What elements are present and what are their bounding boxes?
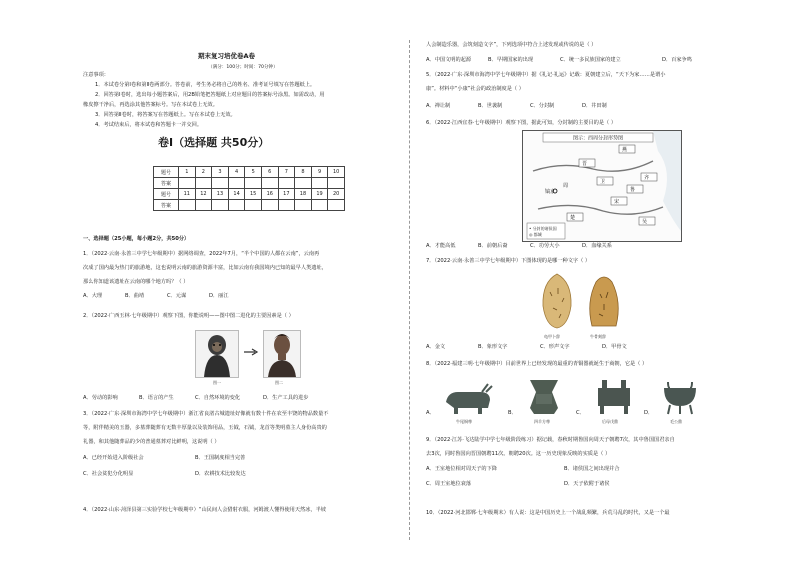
q9-text: 去3次，同时鲁国向晋国朝聘11次。朝聘20次。这一历史现象反映的实质是（ ） (426, 451, 611, 457)
q1-option-a[interactable]: A．大理 (83, 293, 103, 299)
q4-option-c[interactable]: C．统一多民族国家的建立 (560, 57, 621, 63)
four-goat-zun-image (524, 378, 564, 416)
grid-row-numbers (154, 189, 345, 200)
answer-cell[interactable] (278, 200, 295, 211)
note-line: 2．回答第Ⅰ卷时，选出每小题答案后，用2B铅笔把答题纸上对应题目的答案标号涂黑。如需改动，用 (95, 92, 325, 98)
answer-cell[interactable] (245, 200, 262, 211)
q8-option-c[interactable]: C． (576, 410, 585, 416)
notes-title: 注意事项： (83, 72, 109, 78)
answer-cell[interactable] (278, 178, 295, 189)
note-line: 橡皮擦干净后，再选涂其他答案标号。写在本试卷上无效。 (83, 102, 218, 108)
q1-option-b[interactable]: B．曲靖 (125, 293, 145, 299)
grid-cell: 7 (278, 167, 295, 178)
q9-option-b[interactable]: B．诸侯国之间出现并合 (564, 466, 620, 472)
q2-text: 2．（2022·广西玉林·七年级期中）观察下图，你能说明——图中图二进化的主要因素是（ ） (83, 313, 294, 319)
q7-option-b[interactable]: B．象形文字 (478, 344, 508, 350)
map-label: 周 (563, 183, 569, 189)
grid-cell: 3 (212, 167, 229, 178)
map-label: 宋 (614, 199, 620, 205)
grid-cell: 19 (311, 189, 328, 200)
map-label: 楚 (570, 215, 576, 221)
answer-cell[interactable] (295, 178, 312, 189)
q3-option-c[interactable]: C．社会贫犯分化明显 (83, 471, 134, 477)
q5-text: 5．（2022·广东·深圳市海湾中学七年级期中）据《礼记·礼运》记载：夏朝建立后，“天下为家……是谓小 (426, 72, 666, 78)
bronze-caption: 牛尾铜尊 (456, 419, 472, 424)
q7-option-c[interactable]: C．形声文字 (540, 344, 570, 350)
oracle-bone-ox-image (584, 272, 624, 330)
answer-cell[interactable] (195, 178, 212, 189)
map-label: 镐京 (545, 189, 556, 195)
early-human-bust-image (263, 330, 301, 378)
grid-cell: 题号 (154, 189, 179, 200)
q6-option-d[interactable]: D．血缘关系 (582, 243, 612, 249)
grid-cell: 题号 (154, 167, 179, 178)
map-label: 晋 (582, 161, 588, 167)
q1-option-d[interactable]: D．丽江 (209, 293, 229, 299)
grid-cell: 11 (179, 189, 196, 200)
q5-text: 康”。材料中“小康”社会的政治制度是（ ） (426, 86, 524, 92)
q3-text: 3．（2022·广东·深圳市海湾中学七年级期中）浙江省良渚古城遗址好像就有数十件在农至丰饶的物品数量不 (83, 411, 329, 417)
answer-cell[interactable] (311, 200, 328, 211)
q6-text: 6．（2022·江西宜春·七年级期中）观察下图，据此可知，分封制的主要目的是（ ） (426, 120, 617, 126)
grid-cell: 14 (228, 189, 245, 200)
figure-caption: 图一 (213, 380, 221, 385)
q9-text: 9．（2022·江苏·飞达陆学中学七年级阶段练习）据记载，春秋时期鲁国向周天子朝聘7次，其中鲁国国君亲自 (426, 437, 675, 443)
q7-option-d[interactable]: D．甲骨文 (602, 344, 627, 350)
q1-text: 1．（2022·云南·永善三中学七年级期中）据网络调查，2022年7月，“半个中国的人都在云南”，云南再 (83, 251, 320, 257)
q4-text: 4．（2022·山东·菏泽县第三实验学校七年级期中）“山民间人会猎射衣服，河姆渡人懂得使用天然冰，半坡 (83, 507, 326, 513)
grid-cell: 18 (295, 189, 312, 200)
q4-option-a[interactable]: A．中国文明的起源 (426, 57, 472, 63)
figure-caption: 图二 (275, 380, 283, 385)
figure-caption: 牛骨刻辞 (590, 334, 606, 339)
q7-text: 7．（2022·云南·永善三中学七年级期中）下图体现的是哪一种文字（ ） (426, 258, 591, 264)
answer-cell[interactable] (212, 200, 229, 211)
note-line: 4．考试结束后，将本试卷和答题卡一并交回。 (95, 122, 203, 128)
q1-text: 那么你知道该遗址在云南的哪个地方吗？（ ） (83, 279, 189, 285)
q4-option-d[interactable]: D．百家争鸣 (662, 57, 692, 63)
grid-cell: 1 (179, 167, 196, 178)
grid-row-answers (154, 178, 345, 189)
answer-cell[interactable] (228, 200, 245, 211)
q9-option-a[interactable]: A．王室地位相对周天子的下降 (426, 466, 497, 472)
q4-option-b[interactable]: B．早期国家的出现 (488, 57, 534, 63)
q9-option-d[interactable]: D．天子依附于诸侯 (564, 481, 610, 487)
q2-option-c[interactable]: C．自然环境的变化 (195, 395, 241, 401)
q4-text-cont: 人会制造乐器，会筑刻造文字”，下列选项中符合上述发现或传说的是（ ） (426, 42, 597, 48)
grid-cell: 8 (295, 167, 312, 178)
column-divider (409, 40, 410, 540)
left-column (83, 0, 401, 562)
grid-cell: 20 (328, 189, 345, 200)
part-title: 一、选择题（25小题，每小题2分，共50分） (83, 236, 190, 242)
q8-option-d[interactable]: D． (644, 410, 654, 416)
grid-cell: 13 (212, 189, 229, 200)
q6-option-a[interactable]: A．才能高低 (426, 243, 456, 249)
q5-option-c[interactable]: C．分封制 (530, 103, 555, 109)
right-column (416, 0, 776, 562)
q1-option-c[interactable]: C．元谋 (167, 293, 187, 299)
q8-option-a[interactable]: A． (426, 410, 435, 416)
bronze-caption: 四羊方尊 (534, 419, 550, 424)
q3-text: 等，附伴精美的玉器，多墓葬随葬有无数丰厚量以及装饰用品，玉钺，石钺，龙首等类明墓主人身份高贵的 (83, 425, 327, 431)
grid-cell: 12 (195, 189, 212, 200)
grid-cell: 2 (195, 167, 212, 178)
maogong-ding-image (660, 378, 700, 416)
q6-option-c[interactable]: C．功劳大小 (530, 243, 560, 249)
q3-option-b[interactable]: B．王国制度相当完善 (195, 455, 246, 461)
answer-cell[interactable] (179, 178, 196, 189)
q7-option-a[interactable]: A．金文 (426, 344, 446, 350)
answer-cell[interactable] (212, 178, 229, 189)
western-zhou-map (522, 130, 682, 242)
note-line: 3．回答第Ⅱ卷时，将答案写在答题纸上。写在本试卷上无效。 (95, 112, 236, 118)
map-title: 图示：西周分封形势图 (572, 135, 624, 142)
grid-cell: 答案 (154, 200, 179, 211)
grid-cell: 10 (328, 167, 345, 178)
answer-cell[interactable] (179, 200, 196, 211)
q5-option-b[interactable]: B．世袭制 (478, 103, 503, 109)
bronze-caption: 毛公鼎 (670, 419, 682, 424)
q3-option-a[interactable]: A．已经开始进入阶级社会 (83, 455, 144, 461)
map-label: 吴 (642, 219, 648, 225)
answer-cell[interactable] (295, 200, 312, 211)
answer-cell[interactable] (245, 178, 262, 189)
q2-option-d[interactable]: D．生产工具的进步 (263, 395, 309, 401)
answer-grid (153, 166, 345, 211)
q10-text: 10．（2022·河北邯郸·七年级期末）有人说：这是中国历史上一个战乱频繁，兵荒马乱的时代，又是一个最 (426, 510, 670, 516)
grid-cell: 9 (311, 167, 328, 178)
answer-cell[interactable] (311, 178, 328, 189)
q3-option-d[interactable]: D．农耕技术比较发达 (195, 471, 246, 477)
grid-cell: 15 (245, 189, 262, 200)
grid-row-answers (154, 200, 345, 211)
grid-cell: 答案 (154, 178, 179, 189)
bronze-caption: 后母戊鼎 (602, 419, 618, 424)
grid-cell: 17 (278, 189, 295, 200)
q5-option-d[interactable]: D．井田制 (582, 103, 607, 109)
answer-cell[interactable] (328, 178, 345, 189)
q8-text: 8．（2022·福建三明·七年级期中）目前世界上已经发现的最重的青铜器就诞生于商朝，它是（ ） (426, 361, 648, 367)
grid-cell: 5 (245, 167, 262, 178)
q2-option-a[interactable]: A．劳动的影响 (83, 395, 118, 401)
map-legend-item: ◎ 都城 (529, 232, 542, 237)
answer-cell[interactable] (228, 178, 245, 189)
q8-option-b[interactable]: B． (508, 410, 517, 416)
map-label: 鲁 (630, 187, 636, 193)
map-label: 燕 (622, 147, 628, 153)
q9-option-c[interactable]: C．周王室地位衰落 (426, 481, 472, 487)
grid-cell: 4 (228, 167, 245, 178)
q2-option-b[interactable]: B．语言的产生 (139, 395, 174, 401)
grid-row-numbers (154, 167, 345, 178)
note-line: 1．本试卷分第Ⅰ卷和第Ⅱ卷两部分。答卷前，考生务必将自己的姓名、准考证号填写在答题纸上。 (95, 82, 316, 88)
ox-zun-bronze-image (442, 378, 494, 416)
q1-text: 次成了国内最为热门的旅游地，这也说明云南的旅游资源丰富，比如云南有我国境内已知的最早人类遗址， (83, 265, 327, 271)
q3-text: 礼器，和其他随葬品的少的普通墓葬对比鲜明，这说明（ ） (83, 439, 220, 445)
exam-subtitle: （满分：100分；时间：70分钟） (208, 65, 278, 70)
answer-cell[interactable] (261, 200, 278, 211)
houmuwu-ding-image (592, 378, 636, 416)
map-label: 齐 (644, 175, 650, 181)
exam-title: 期末复习培优卷A卷 (198, 52, 256, 60)
answer-cell[interactable] (195, 200, 212, 211)
oracle-bone-shell-image (538, 272, 576, 330)
q6-option-b[interactable]: B．前朝后裔 (478, 243, 508, 249)
section-title: 卷Ⅰ（选择题 共50分） (158, 136, 270, 149)
answer-cell[interactable] (261, 178, 278, 189)
answer-cell[interactable] (328, 200, 345, 211)
map-label: 卫 (600, 179, 606, 185)
ape-figure-image (195, 330, 239, 378)
arrow-icon (243, 348, 259, 356)
figure-caption: 龟甲卜辞 (544, 334, 560, 339)
map-legend-item: • 分封的诸侯国 (529, 226, 557, 231)
grid-cell: 6 (261, 167, 278, 178)
q5-option-a[interactable]: A．禅让制 (426, 103, 451, 109)
grid-cell: 16 (261, 189, 278, 200)
